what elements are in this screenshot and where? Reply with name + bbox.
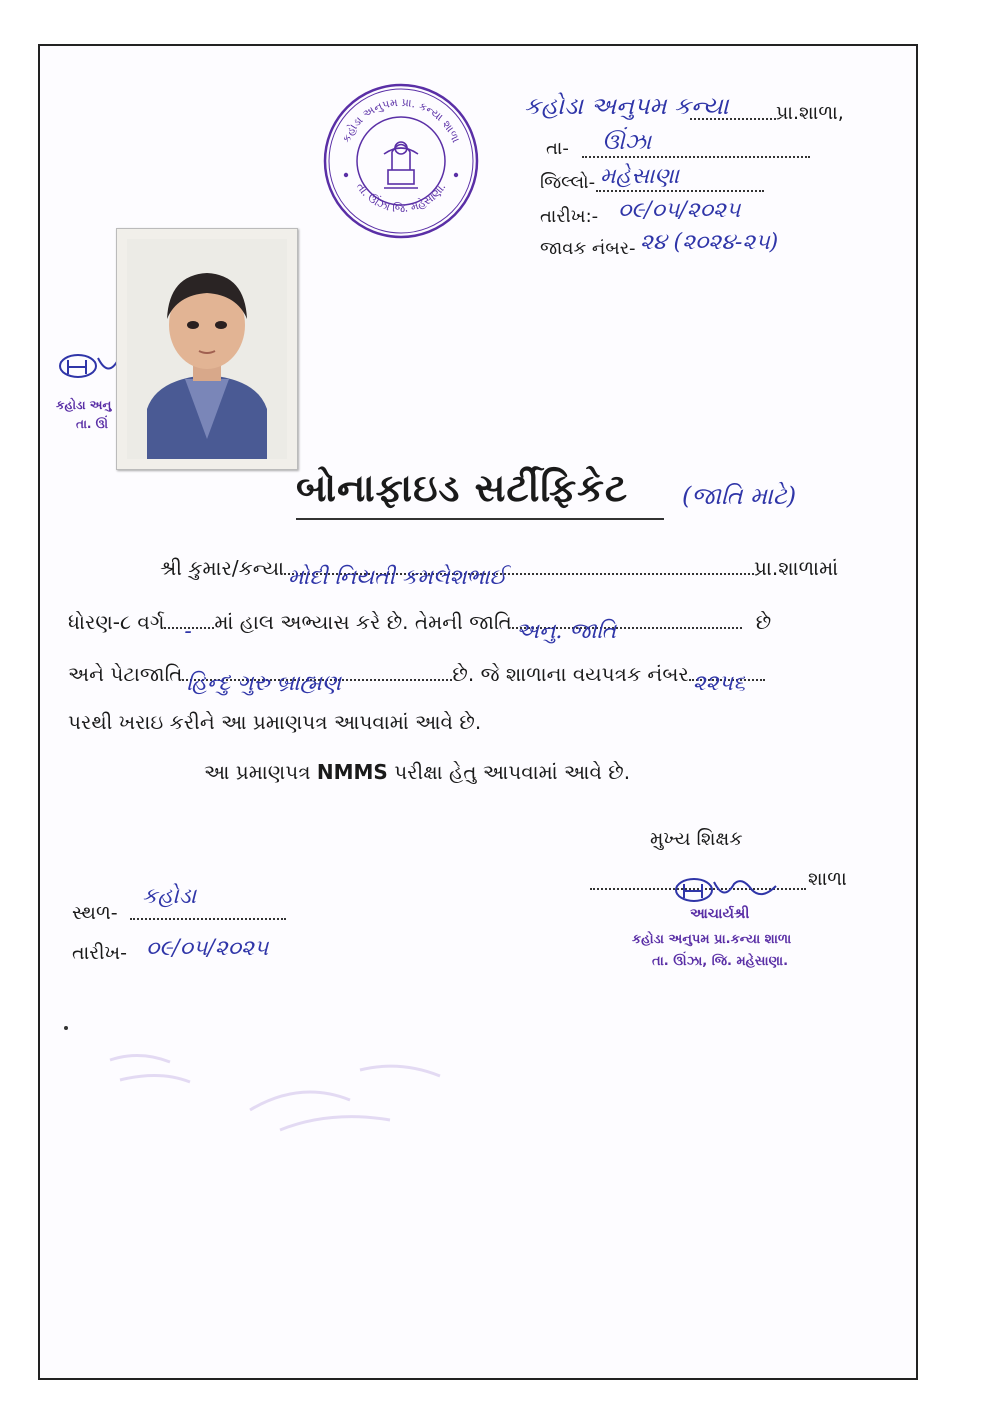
line2-std: ધોરણ-૮ વર્ગ	[68, 610, 165, 634]
body-line-4: પરથી ખરાઇ કરીને આ પ્રમાણપત્ર આપવામાં આવે છે.	[68, 710, 482, 734]
body-line-3	[68, 662, 765, 696]
title-note-handwritten: (જાતિ માટે)	[682, 482, 797, 510]
dotted-line	[130, 918, 286, 920]
line2-suffix: છે	[755, 610, 772, 634]
register-handwritten: ૨૨૫૬	[692, 671, 746, 696]
footer-date-handwritten: ૦૯/૦૫/૨૦૨૫	[146, 936, 269, 961]
register-field	[689, 671, 765, 696]
caste-field	[512, 619, 742, 644]
body-line-2	[68, 610, 772, 644]
line2-mid: માં હાલ અભ્યાસ કરે છે. તેમની જાતિ	[214, 610, 512, 634]
line1-suffix: પ્રા.શાળામાં	[754, 556, 839, 580]
place-handwritten: કહોડા	[142, 884, 197, 909]
dotted-line	[596, 190, 764, 192]
footer-date-label: તારીખ-	[72, 942, 127, 964]
student-name-handwritten: મોદી નિયતી કમલેશભાઈ	[288, 565, 507, 590]
school-name-handwritten: કહોડા અનુપમ કન્યા	[524, 92, 729, 120]
principal-stamp-line1: કહોડા અનુપમ પ્રા.કન્યા શાળા	[632, 932, 792, 947]
place-label: સ્થળ-	[72, 902, 118, 924]
district-label: જિલ્લો-	[540, 172, 596, 193]
taluka-handwritten: ઊંઝા	[602, 130, 652, 155]
side-stamp-line2: તા. ઊં	[76, 417, 109, 431]
seal-top-text: કહોડા અનુપમ પ્રા. કન્યા શાળા	[339, 95, 463, 145]
date-handwritten: ૦૯/૦૫/૨૦૨૫	[618, 198, 741, 223]
exam-name: NMMS	[316, 760, 388, 784]
principal-signature-icon	[672, 872, 782, 906]
body-line-1	[160, 556, 839, 590]
school-suffix: પ્રા.શાળા,	[776, 102, 844, 124]
line3-prefix: અને પેટાજાતિ	[68, 662, 183, 686]
principal-stamp-title: આચાર્યશ્રી	[690, 906, 750, 922]
emblem-icon	[384, 142, 418, 188]
dotted-line	[582, 156, 810, 158]
school-seal	[322, 82, 480, 240]
student-name-field	[284, 565, 754, 590]
certificate-title: બોનાફાઇડ સર્ટીફિકેટ	[296, 466, 629, 510]
line1-prefix: શ્રી કુમાર/કન્યા	[160, 556, 285, 580]
school-label: શાળા	[808, 868, 847, 890]
side-stamp-line1: કહોડા અનુ	[56, 398, 112, 412]
seal-bottom-text: તા. ઊંઝા જિ. મહેસાણા.	[353, 180, 449, 216]
principal-stamp-line2: તા. ઊંઝા, જિ. મહેસાણા.	[652, 954, 789, 969]
date-label: તારીખ:-	[540, 206, 599, 227]
caste-handwritten: અનુ. જાતિ	[515, 619, 617, 644]
head-teacher-label: મુખ્ય શિક્ષક	[650, 828, 743, 850]
outward-number-handwritten: ૨૪ (૨૦૨૪-૨૫)	[640, 230, 779, 255]
line5-prefix: આ પ્રમાણપત્ર	[204, 760, 311, 784]
dotted-line	[690, 118, 776, 120]
class-field	[164, 619, 214, 644]
outward-number-label: જાવક નંબર-	[540, 238, 636, 259]
title-underline	[296, 518, 664, 520]
line5-suffix: પરીક્ષા હેતુ આપવામાં આવે છે.	[394, 760, 631, 784]
district-handwritten: મહેસાણા	[600, 164, 679, 189]
student-photo	[116, 228, 298, 470]
ink-bleed-marks	[100, 1040, 500, 1140]
class-handwritten: -	[184, 619, 192, 644]
subcaste-handwritten: હિન્દુ ગુરુ બ્રાહ્મણ	[186, 671, 342, 696]
line3-mid: છે. જે શાળાના વયપત્રક નંબર	[452, 662, 689, 686]
student-portrait-image	[127, 239, 287, 459]
dot-mark	[64, 1026, 68, 1030]
subcaste-field	[182, 671, 452, 696]
taluka-label: તા-	[546, 138, 569, 159]
body-line-5	[204, 760, 630, 784]
